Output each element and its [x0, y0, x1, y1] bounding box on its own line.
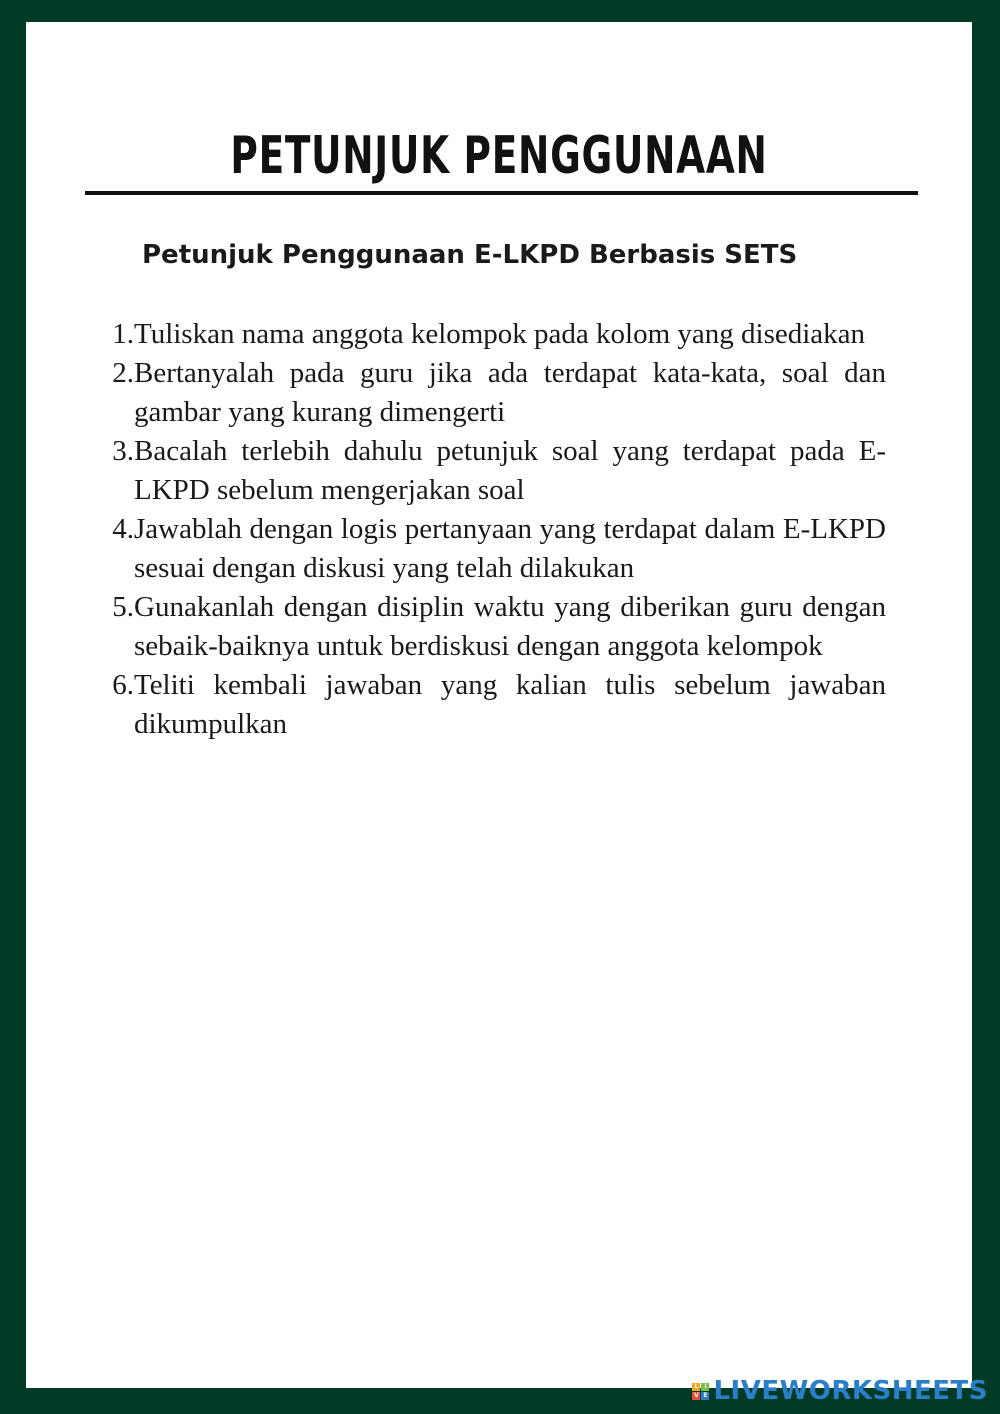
logo-tile: E	[703, 1391, 708, 1399]
instruction-item	[106, 315, 886, 354]
logo-tile: V	[694, 1391, 699, 1399]
instruction-number: 2.	[112, 357, 134, 389]
instruction-text: Jawablah dengan logis pertanyaan yang terdapat dalam E-LKPD sesuai dengan diskusi yang telah dilakukan	[134, 513, 886, 584]
instruction-text: Teliti kembali jawaban yang kalian tulis sebelum jawaban dikumpulkan	[134, 669, 886, 740]
worksheet-page	[26, 22, 972, 1388]
instruction-item	[106, 354, 886, 432]
liveworksheets-logo-icon	[692, 1383, 709, 1400]
instruction-number: 5.	[112, 591, 134, 623]
instruction-number: 1.	[112, 318, 134, 350]
instruction-list	[106, 315, 886, 744]
liveworksheets-watermark	[692, 1376, 988, 1406]
instruction-item	[106, 432, 886, 510]
title-divider	[85, 191, 918, 195]
instruction-text: Tuliskan nama anggota kelompok pada kolom yang disediakan	[134, 318, 866, 350]
instruction-text: Gunakanlah dengan disiplin waktu yang diberikan guru dengan sebaik-baiknya untuk berdiskusi dengan anggota kelompok	[134, 591, 886, 662]
logo-tile: L	[692, 1383, 700, 1391]
instruction-number: 3.	[112, 435, 134, 467]
logo-tile: I	[701, 1383, 709, 1391]
watermark-text: LIVEWORKSHEETS	[713, 1376, 988, 1406]
instruction-item	[106, 588, 886, 666]
page-title: PETUNJUK PENGGUNAAN	[230, 126, 768, 186]
page-subtitle: Petunjuk Penggunaan E-LKPD Berbasis SETS	[142, 240, 798, 270]
instruction-item	[106, 510, 886, 588]
instruction-text: Bacalah terlebih dahulu petunjuk soal yang terdapat pada E-LKPD sebelum mengerjakan soal	[134, 435, 886, 506]
instruction-number: 4.	[112, 513, 134, 545]
instruction-number: 6.	[112, 669, 134, 701]
instruction-text: Bertanyalah pada guru jika ada terdapat kata-kata, soal dan gambar yang kurang dimengerti	[134, 357, 886, 428]
instruction-item	[106, 666, 886, 744]
